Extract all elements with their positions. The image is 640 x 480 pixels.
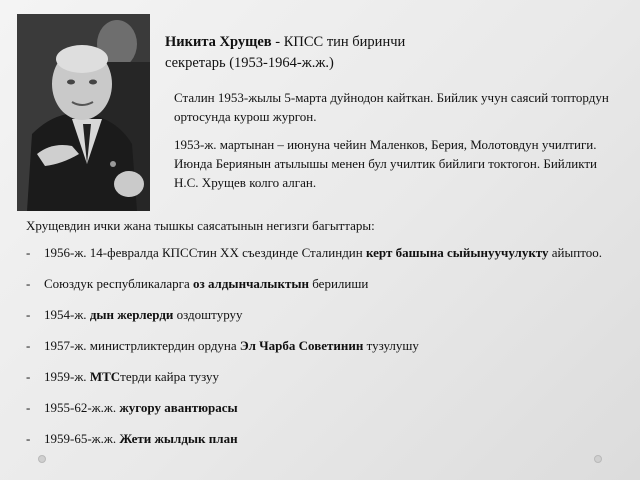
bullet-bold: Эл Чарба Советинин <box>239 338 364 353</box>
portrait-photo <box>17 14 150 211</box>
bullet-text: 1954-ж. <box>44 307 90 322</box>
bullet-text: 1959-65-ж.ж. <box>44 431 120 446</box>
decorative-dot-right <box>594 455 602 463</box>
bullet-bold: оз алдынчалыктын <box>192 276 309 291</box>
bullet-item <box>26 305 616 324</box>
title-name: Никита Хрущев <box>165 34 272 50</box>
decorative-dot-left <box>38 455 46 463</box>
bullet-item <box>26 367 616 386</box>
bullet-marker: - <box>26 431 31 446</box>
bullet-item <box>26 274 616 293</box>
portrait-image <box>17 14 150 211</box>
bullet-list <box>26 243 616 460</box>
bullet-text: 1957-ж. министрликтердин ордуна <box>44 338 240 353</box>
bullet-item <box>26 429 616 448</box>
bullet-bold: жугору авантюрасы <box>119 400 238 415</box>
bullet-text: 1959-ж. <box>44 369 90 384</box>
bullet-text: тузулушу <box>363 338 419 353</box>
bullet-text: оздоштуруу <box>173 307 243 322</box>
bullet-bold: керт башына сыйынуучулукту <box>365 245 549 260</box>
bullet-text: Союздук республикаларга <box>44 276 193 291</box>
bullet-bold: МТС <box>89 369 121 384</box>
bullet-marker: - <box>26 245 31 260</box>
bullet-text: 1956-ж. 14-февралда КПССтин ХХ съездинде Сталиндин <box>44 245 366 260</box>
bullet-text: 1955-62-ж.ж. <box>44 400 120 415</box>
bullet-bold: дын жерлерди <box>89 307 174 322</box>
bullet-marker: - <box>26 276 31 291</box>
bullet-item <box>26 398 616 417</box>
intro-paragraph-2: 1953-ж. мартынан – июнуна чейин Маленков, Берия, Молотовдун училтиги. Июнда Бериянын атылышы менен бул училтик бийлиги токтогон. Бийликти Н.С. Хрущев колго алган. <box>174 137 597 190</box>
bullet-marker: - <box>26 307 31 322</box>
title-rest: - КПСС тин биринчи <box>271 34 406 50</box>
bullet-text: терди кайра тузуу <box>120 369 219 384</box>
intro-text <box>174 88 614 201</box>
bullet-marker: - <box>26 400 31 415</box>
bullet-marker: - <box>26 369 31 384</box>
bullet-bold: Жети жылдык план <box>119 431 238 446</box>
bullet-item <box>26 336 616 355</box>
slide-title <box>165 32 605 74</box>
title-line2: секретарь (1953-1964-ж.ж.) <box>165 55 334 71</box>
bullet-item <box>26 243 616 262</box>
section-heading: Хрущевдин ички жана тышкы саясатынын негизги багыттары: <box>26 218 375 233</box>
bullet-text: берилиши <box>308 276 369 291</box>
intro-paragraph-1: Сталин 1953-жылы 5-марта дуйнодон кайткан. Бийлик учун саясий топтордун ортосунда курош жургон. <box>174 90 609 124</box>
bullet-text: айыптоо. <box>548 245 602 260</box>
bullet-marker: - <box>26 338 31 353</box>
